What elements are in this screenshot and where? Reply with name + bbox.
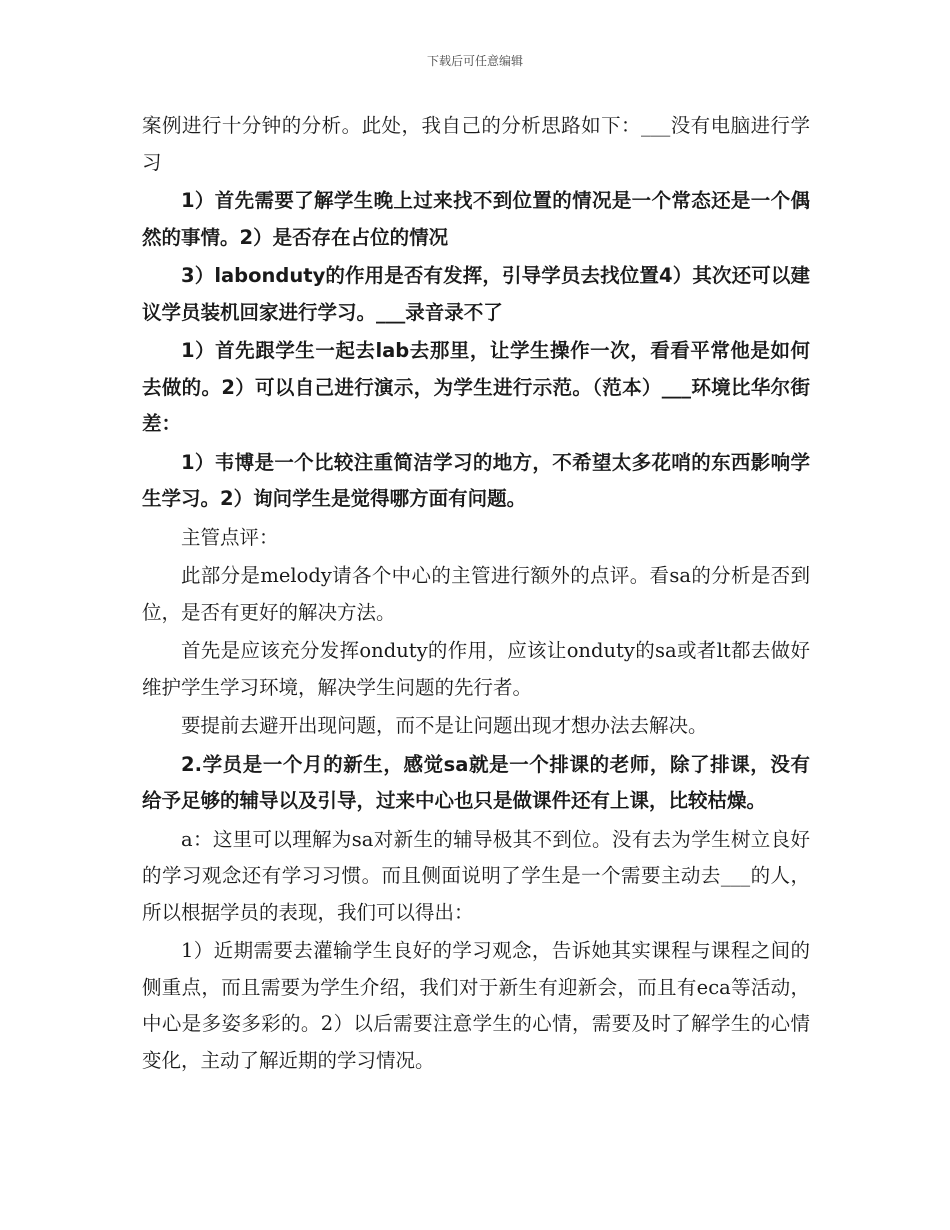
paragraph-review-description: 此部分是melody请各个中心的主管进行额外的点评。看sa的分析是否到位，是否有更好的解决方法。 [142, 564, 810, 624]
paragraph-environment: 1）韦博是一个比较注重简洁学习的地方，不希望太多花哨的东西影响学生学习。2）询问学生是觉得哪方面有问题。 [142, 450, 810, 510]
paragraph-labonduty: 3）labonduty的作用是否有发挥，引导学员去找位置4）其次还可以建议学员装机回家进行学习。___录音录不了 [142, 264, 810, 324]
page-header: 下载后可任意编辑 [426, 54, 523, 68]
paragraph-lab-demo: 1）首先跟学生一起去lab去那里，让学生操作一次，看看平常他是如何去做的。2）可以自己进行演示，为学生进行示范。（范本）___环境比华尔街差： [142, 339, 810, 435]
paragraph-case-2-actions: 1）近期需要去灌输学生良好的学习观念，告诉她其实课程与课程之间的侧重点，而且需要为学生介绍，我们对于新生有迎新会，而且有eca等活动，中心是多姿多彩的。2）以后需要注意学生的心情，需要及时了解学生的心情变化，主动了解近期的学习情况。 [142, 939, 810, 1072]
paragraph-case-2-heading: 2.学员是一个月的新生，感觉sa就是一个排课的老师，除了排课，没有给予足够的辅导以及引导，过来中心也只是做课件还有上课，比较枯燥。 [142, 752, 810, 812]
paragraph-onduty-role: 首先是应该充分发挥onduty的作用，应该让onduty的sa或者lt都去做好维护学生学习环境，解决学生问题的先行者。 [142, 639, 810, 699]
paragraph-case-2-analysis: a：这里可以理解为sa对新生的辅导极其不到位。没有去为学生树立良好的学习观念还有学习习惯。而且侧面说明了学生是一个需要主动去___的人，所以根据学员的表现，我们可以得出： [142, 827, 810, 924]
paragraph-supervisor-review-heading: 主管点评： [181, 525, 279, 549]
paragraph-seat-issue: 1）首先需要了解学生晚上过来找不到位置的情况是一个常态还是一个偶然的事情。2）是否存在占位的情况 [142, 189, 810, 249]
paragraph-case-analysis-intro: 案例进行十分钟的分析。此处，我自己的分析思路如下：___没有电脑进行学习 [142, 114, 810, 174]
document-body [142, 108, 810, 1081]
paragraph-prevention: 要提前去避开出现问题，而不是让问题出现才想办法去解决。 [181, 714, 708, 737]
